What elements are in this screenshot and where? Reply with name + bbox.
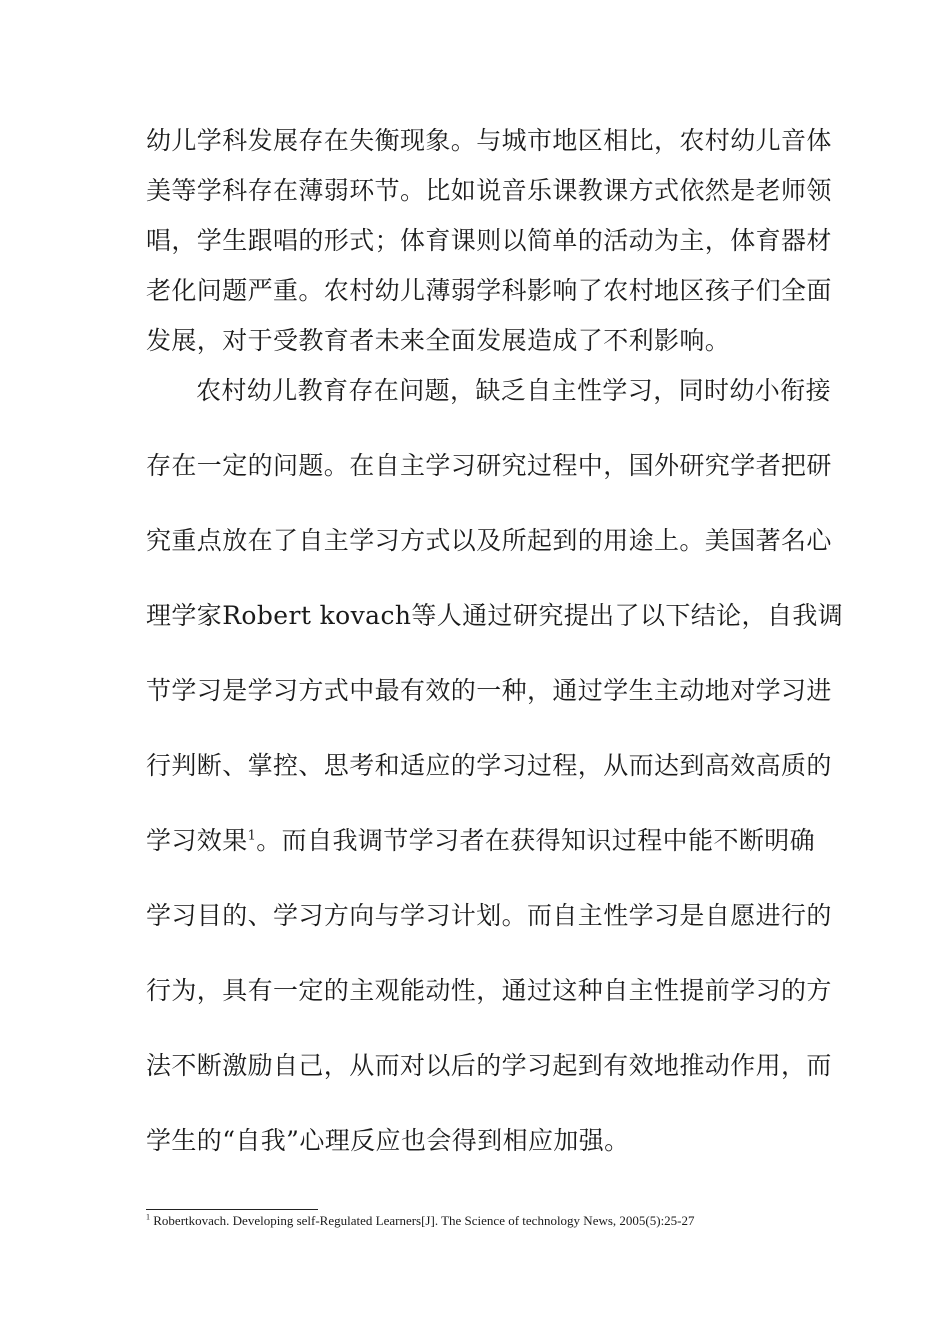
paragraph-line: 存在一定的问题。在自主学习研究过程中，国外研究学者把研 <box>146 451 832 480</box>
footnote-reference[interactable]: 1 <box>247 828 257 844</box>
footnote-mark: 1 <box>146 1212 150 1222</box>
footnote-text: Robertkovach. Developing self-Regulated Learners[J]. The Science of technology News, 2005(5):25-27 <box>150 1213 695 1228</box>
paragraph-line: 究重点放在了自主学习方式以及所起到的用途上。美国著名心 <box>146 526 832 555</box>
paragraph-line: 唱，学生跟唱的形式；体育课则以简单的活动为主，体育器材 <box>146 226 832 255</box>
paragraph-line: 学习目的、学习方向与学习计划。而自主性学习是自愿进行的 <box>146 901 832 930</box>
paragraph-line: 老化问题严重。农村幼儿薄弱学科影响了农村地区孩子们全面 <box>146 276 832 305</box>
paragraph-line: 美等学科存在薄弱环节。比如说音乐课教课方式依然是老师领 <box>146 176 832 205</box>
paragraph-line: 行为，具有一定的主观能动性，通过这种自主性提前学习的方 <box>146 976 832 1005</box>
paragraph-line: 农村幼儿教育存在问题，缺乏自主性学习，同时幼小衔接 <box>196 376 832 405</box>
paragraph-line: 理学家Robert kovach等人通过研究提出了以下结论，自我调 <box>146 601 844 630</box>
paragraph-line <box>146 826 815 856</box>
paragraph-line: 法不断激励自己，从而对以后的学习起到有效地推动作用，而 <box>146 1051 832 1080</box>
line-text: 学习效果 <box>146 826 248 855</box>
footnote-divider <box>146 1209 318 1210</box>
paragraph-line: 行判断、掌控、思考和适应的学习过程，从而达到高效高质的 <box>146 751 832 780</box>
paragraph-line: 节学习是学习方式中最有效的一种，通过学生主动地对学习进 <box>146 676 832 705</box>
line-text: 。而自我调节学习者在获得知识过程中能不断明确 <box>256 826 816 855</box>
footnote <box>146 1213 695 1229</box>
paragraph-line: 发展，对于受教育者未来全面发展造成了不利影响。 <box>146 326 731 355</box>
paragraph-line: 学生的“自我”心理反应也会得到相应加强。 <box>146 1126 630 1155</box>
paragraph-line: 幼儿学科发展存在失衡现象。与城市地区相比，农村幼儿音体 <box>146 126 832 155</box>
